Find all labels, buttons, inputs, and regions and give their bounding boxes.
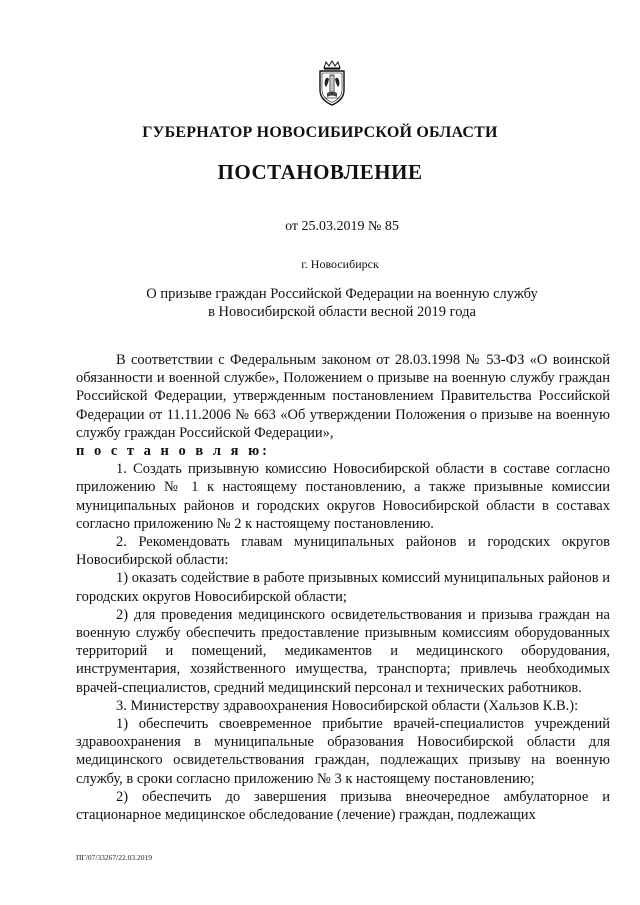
paragraph-2-item-2: 2) для проведения медицинского освидетельствования и призыва граждан на военную службу обеспечить предоставление призывным комиссиям оборудованных территорий и помещений, медикаментов и медицинского оборудования, инструментария, хозяйственного имущества, транспорта; привлечь необходимых врачей-специалистов, средний медицинский персонал и технических работников. <box>76 606 610 696</box>
preamble-paragraph: В соответствии с Федеральным законом от 28.03.1998 № 53-ФЗ «О воинской обязанности и военной службе», Положением о призыве на военную службу граждан Российской Федерации, утвержденным постановлением Правительства Российской Федерации от 11.11.2006 № 663 «Об утверждении Положения о призыве на военную службу граждан Российской Федерации», <box>76 352 610 441</box>
decree-word-paragraph <box>76 442 610 460</box>
document-type-title: ПОСТАНОВЛЕНИЕ <box>217 160 423 184</box>
governor-title: ГУБЕРНАТОР НОВОСИБИРСКОЙ ОБЛАСТИ <box>142 124 498 141</box>
document-body <box>76 351 610 824</box>
paragraph-3-item-1: 1) обеспечить своевременное прибытие врачей-специалистов учреждений здравоохранения в муниципальные образования Новосибирской области для медицинского освидетельствования граждан, подлежащих призыву на военную службу, в сроки согласно приложению № 3 к настоящему постановлению; <box>76 716 610 787</box>
document-code: ПГ/07/33267/22.03.2019 <box>76 853 153 862</box>
paragraph-2-item-1: 1) оказать содействие в работе призывных комиссий муниципальных районов и городских округов Новосибирской области; <box>76 570 610 605</box>
coat-of-arms-icon <box>315 60 349 106</box>
date-and-number: от 25.03.2019 № 85 <box>285 219 399 234</box>
subject-line-1: О призыве граждан Российской Федерации на военную службу <box>146 286 538 302</box>
subject-line-2: в Новосибирской области весной 2019 года <box>208 304 476 320</box>
decree-word: п о с т а н о в л я ю: <box>76 443 270 460</box>
document-subject <box>0 285 640 321</box>
paragraph-3: 3. Министерству здравоохранения Новосибирской области (Хальзов К.В.): <box>116 697 579 714</box>
city-name: г. Новосибирск <box>301 257 379 271</box>
paragraph-2: 2. Рекомендовать главам муниципальных районов и городских округов Новосибирской области: <box>76 534 610 569</box>
paragraph-1: 1. Создать призывную комиссию Новосибирской области в составе согласно приложению № 1 к настоящему постановлению, а также призывные комиссии муниципальных районов и городских округов Новосибирской области в составах согласно приложению № 2 к настоящему постановлению. <box>76 461 610 532</box>
paragraph-3-item-2: 2) обеспечить до завершения призыва внеочередное амбулаторное и стационарное медицинское обследование (лечение) граждан, подлежащих <box>76 788 610 824</box>
